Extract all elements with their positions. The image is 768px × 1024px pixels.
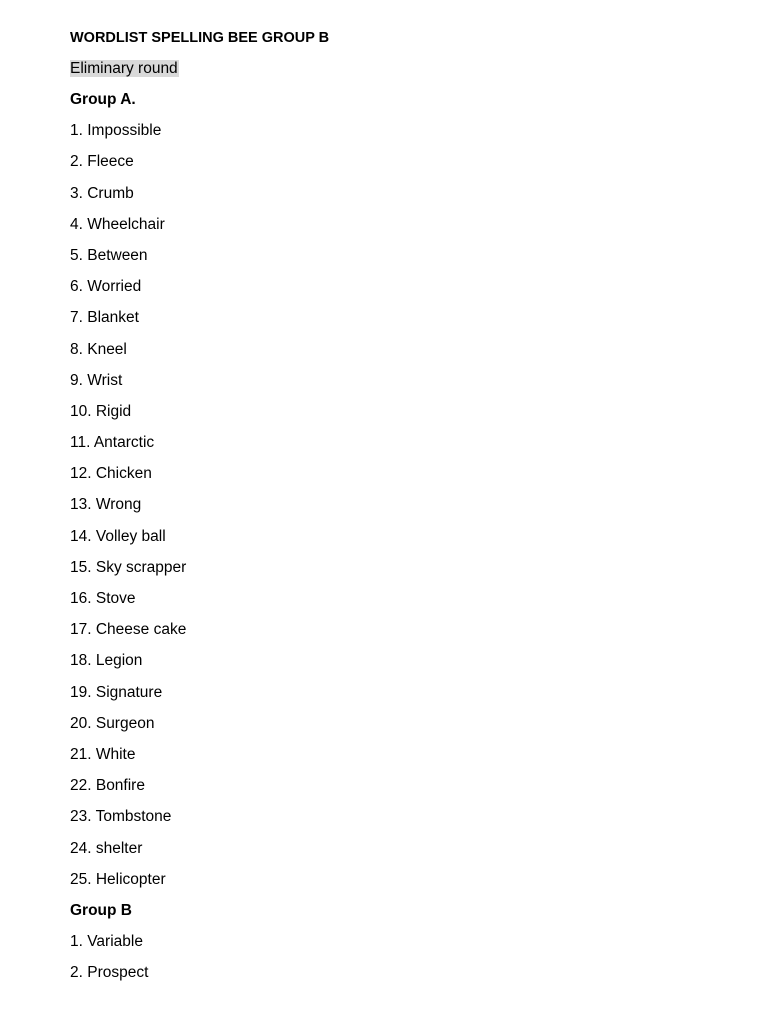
list-item: 2. Fleece: [70, 153, 134, 171]
list-item: 21. White: [70, 745, 136, 763]
list-item: 7. Blanket: [70, 309, 139, 327]
list-item: 16. Stove: [70, 590, 136, 607]
list-item: 3. Crumb: [70, 184, 134, 202]
list-item: 23. Tombstone: [70, 808, 172, 826]
list-item: 4. Wheelchair: [70, 215, 165, 233]
document-title: WORDLIST SPELLING BEE GROUP B: [70, 30, 330, 46]
list-item: 6. Worried: [70, 278, 142, 296]
list-item: 12. Chicken: [70, 465, 152, 483]
round-label-line: [70, 59, 710, 78]
list-item: 14. Volley ball: [70, 527, 166, 545]
list-item: 20. Surgeon: [70, 714, 155, 732]
list-item: 24. shelter: [70, 839, 143, 857]
list-item: 17. Cheese cake: [70, 621, 187, 639]
list-item: 2. Prospect: [70, 964, 149, 982]
list-item: 9. Wrist: [70, 371, 123, 389]
list-item: 11. Antarctic: [70, 434, 155, 452]
list-item: 8. Kneel: [70, 340, 127, 358]
list-item: 10. Rigid: [70, 402, 132, 420]
list-item: 5. Between: [70, 246, 148, 264]
list-item: 18. Legion: [70, 652, 143, 670]
document-page: [70, 29, 710, 994]
list-item: 1. Variable: [70, 933, 143, 951]
round-label: Eliminary round: [70, 60, 178, 77]
list-item: 13. Wrong: [70, 496, 142, 514]
group-a-heading: Group A.: [70, 91, 136, 108]
list-item: 1. Impossible: [70, 122, 162, 140]
list-item: 19. Signature: [70, 683, 163, 701]
list-item: 22. Bonfire: [70, 777, 145, 795]
list-item: 25. Helicopter: [70, 870, 166, 888]
list-item: 15. Sky scrapper: [70, 558, 187, 576]
group-b-heading: Group B: [70, 901, 132, 919]
